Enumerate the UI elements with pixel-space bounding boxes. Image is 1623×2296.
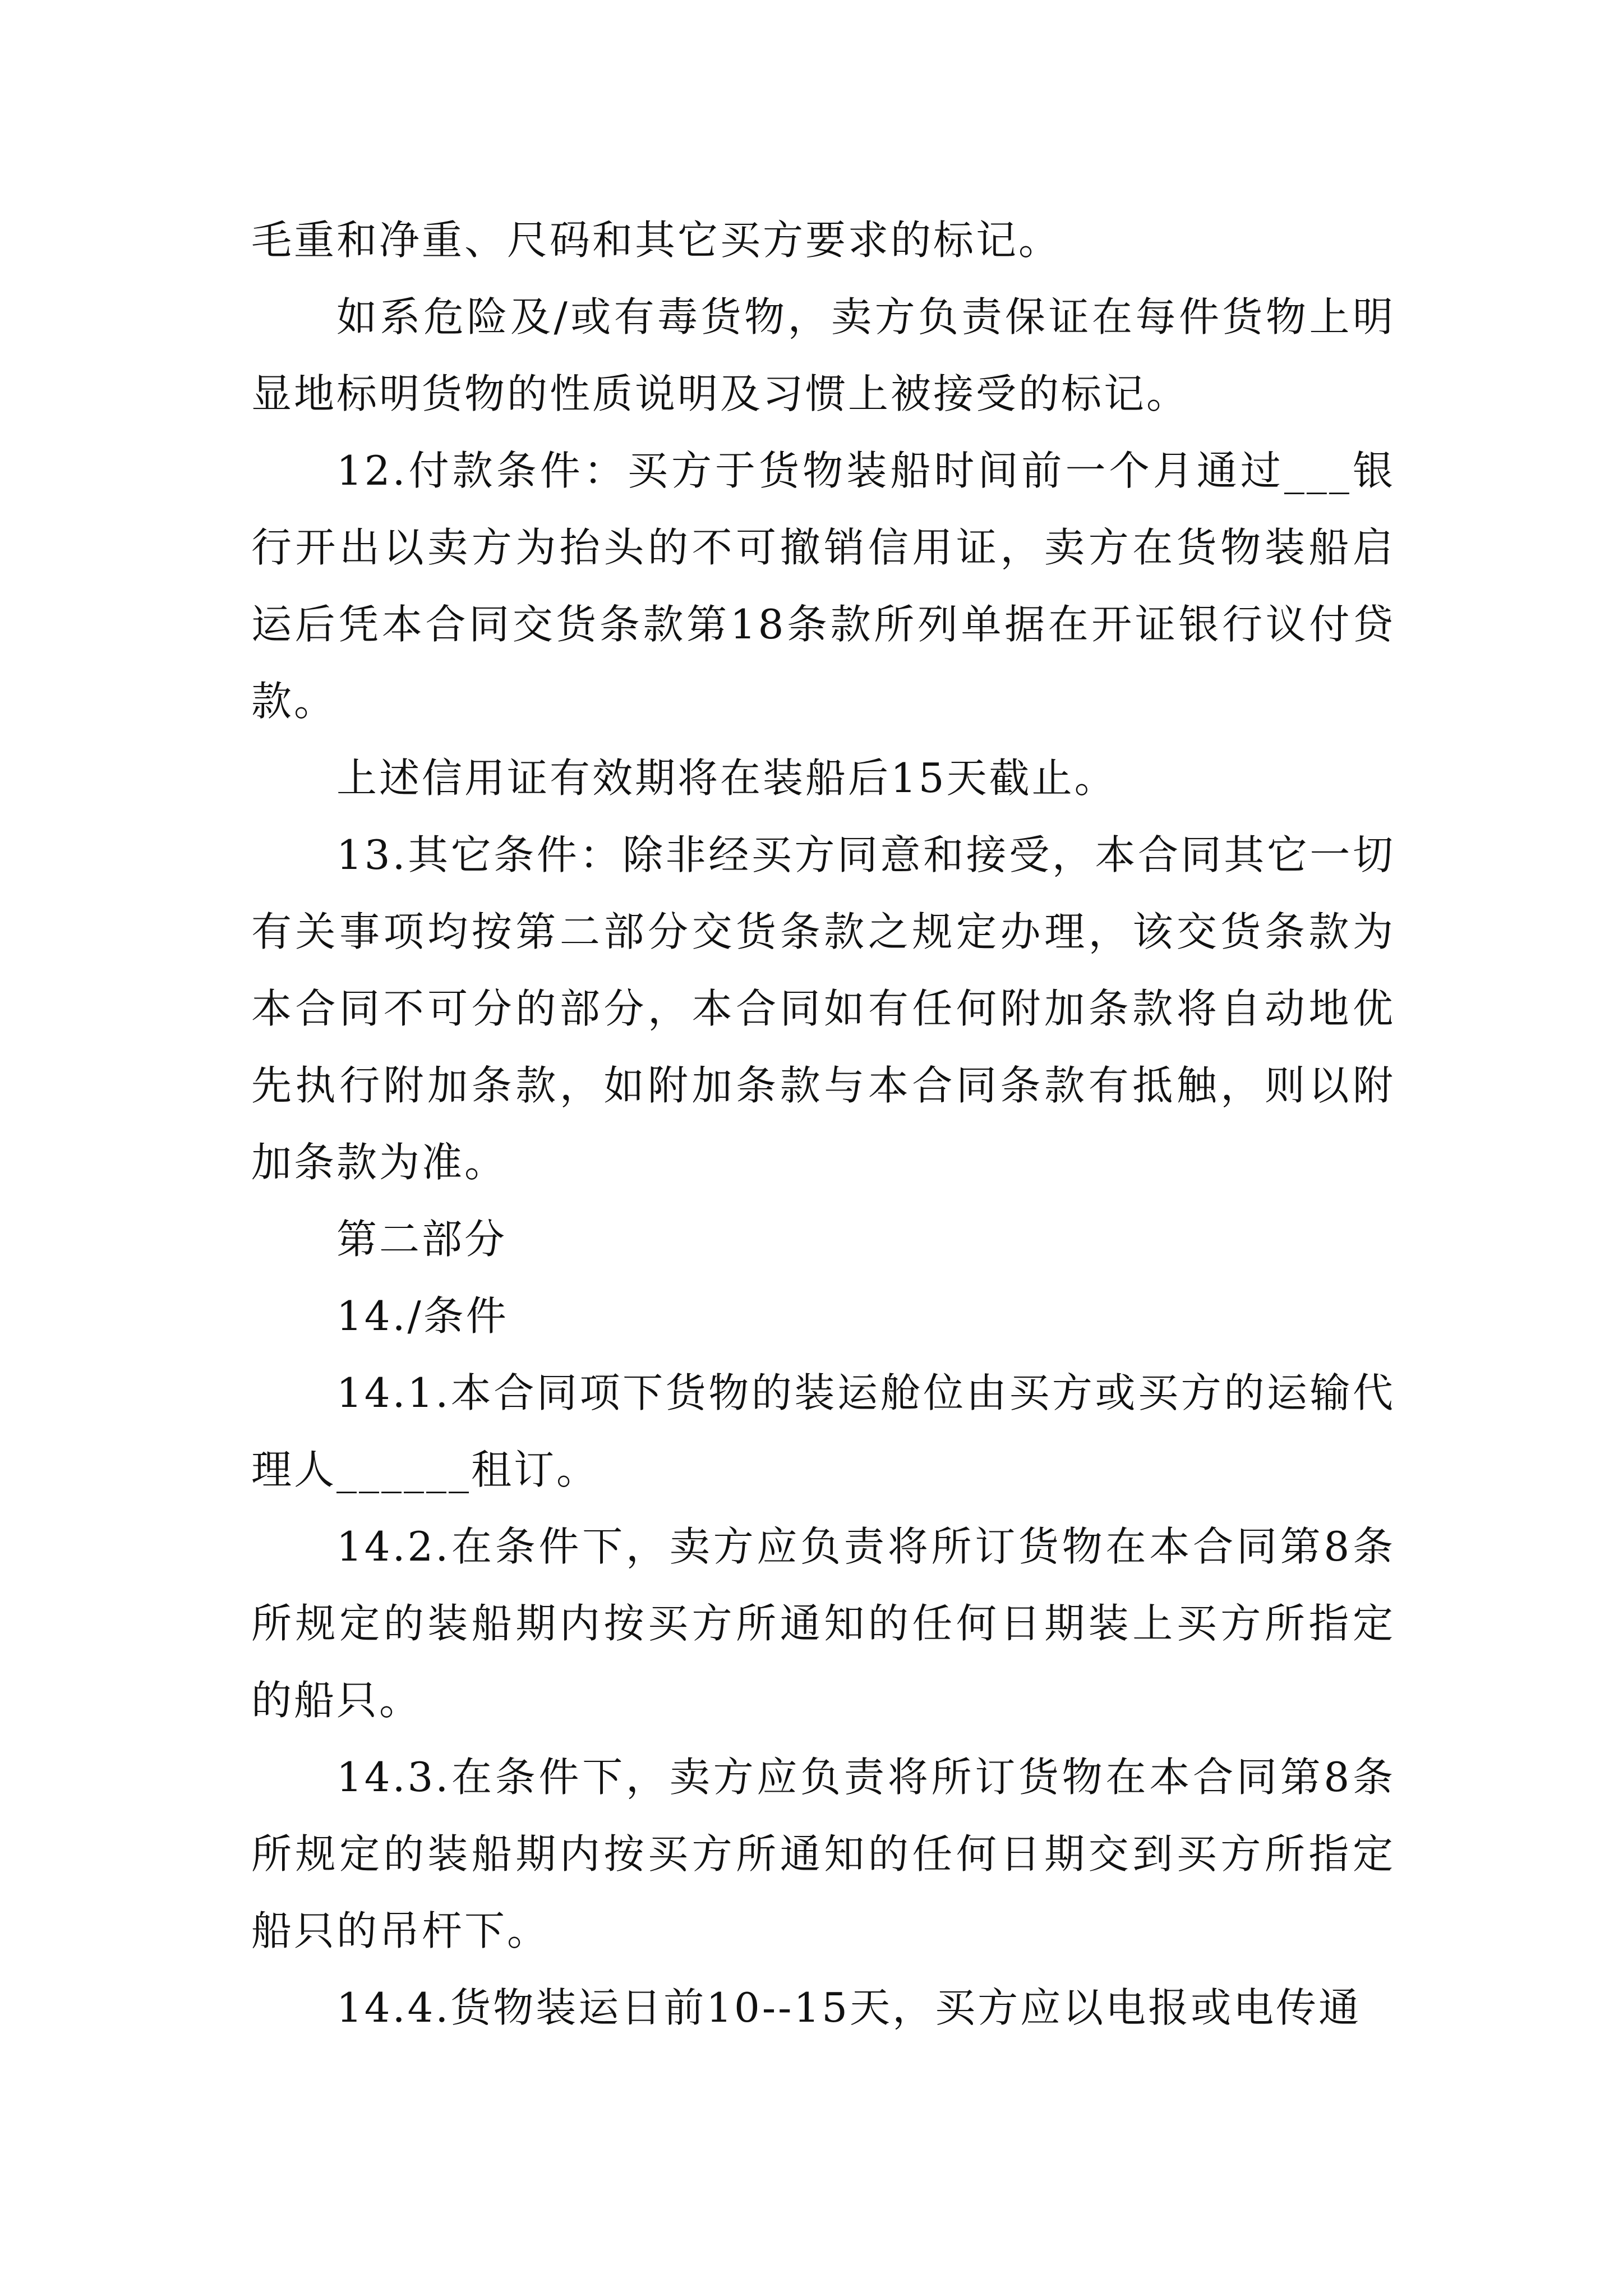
clause-14-1: 14.1.本合同项下货物的装运舱位由买方或买方的运输代理人______租订。 bbox=[251, 1369, 1395, 1493]
clause-14-4: 14.4.货物装运日前10--15天，买方应以电报或电传通 bbox=[336, 1984, 1362, 2031]
paragraph-payment-terms: 12.付款条件：买方于货物装船时间前一个月通过___银行开出以卖方为抬头的不可撤销信用证，卖方在货物装船启运后凭本合同交货条款第18条款所列单据在开证银行议付贷款。 bbox=[251, 447, 1395, 725]
section-heading-part-two: 第二部分 bbox=[336, 1216, 508, 1263]
clause-14-3: 14.3.在条件下，卖方应负责将所订货物在本合同第8条所规定的装船期内按买方所通知的任何日期交到买方所指定船只的吊杆下。 bbox=[251, 1754, 1395, 1954]
clause-heading-14: 14./条件 bbox=[336, 1292, 509, 1340]
paragraph-other-conditions: 13.其它条件：除非经买方同意和接受，本合同其它一切有关事项均按第二部分交货条款之规定办理，该交货条款为本合同不可分的部分，本合同如有任何附加条款将自动地优先执行附加条款，如附加条款与本合同条款有抵触，则以附加条款为准。 bbox=[251, 831, 1395, 1186]
paragraph-lc-validity: 上述信用证有效期将在装船后15天截止。 bbox=[336, 754, 1117, 802]
paragraph-continuation-marks: 毛重和净重、尺码和其它买方要求的标记。 bbox=[251, 217, 1062, 264]
document-body bbox=[251, 202, 1395, 2046]
paragraph-hazardous-goods: 如系危险及/或有毒货物，卖方负责保证在每件货物上明显地标明货物的性质说明及习惯上被接受的标记。 bbox=[251, 293, 1395, 417]
clause-14-2: 14.2.在条件下，卖方应负责将所订货物在本合同第8条所规定的装船期内按买方所通知的任何日期装上买方所指定的船只。 bbox=[251, 1523, 1395, 1724]
